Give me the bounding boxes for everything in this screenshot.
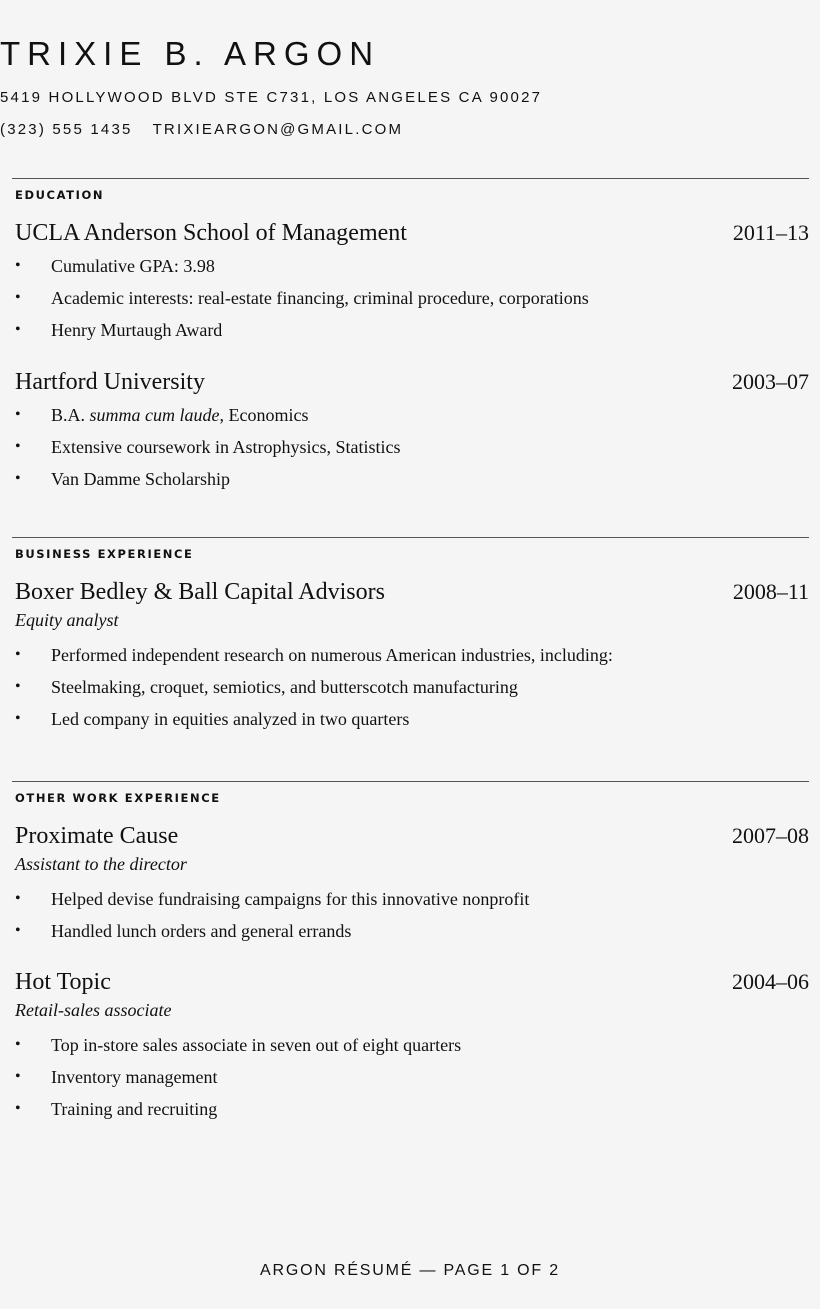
list-item [15,282,809,314]
other-work-experience-section [12,781,809,1125]
list-item [15,671,809,703]
bullet-list [15,1029,809,1125]
other-entry-proximate-cause [15,821,809,947]
bullet-icon: • [15,470,21,487]
bullet-icon: • [15,438,21,455]
phone-number: (323) 555 1435 [0,121,133,138]
list-item-text: Academic interests: real-estate financing, criminal procedure, corporations [51,288,589,308]
bullet-icon: • [15,289,21,306]
section-title: OTHER WORK EXPERIENCE [15,791,221,805]
list-item-text: Helped devise fundraising campaigns for this innovative nonprofit [51,889,530,909]
bullet-list [15,883,809,947]
entry-header [15,967,809,997]
entry-dates: 2004–06 [732,969,809,994]
bullet-icon: • [15,678,21,695]
entry-dates: 2003–07 [732,369,809,394]
bullet-icon: • [15,257,21,274]
bullet-icon: • [15,1068,21,1085]
list-item [15,431,809,463]
list-item-text: Steelmaking, croquet, semiotics, and butterscotch manufacturing [51,677,518,697]
bullet-list [15,250,809,346]
address-line: 5419 HOLLYWOOD BLVD STE C731, LOS ANGELES CA 90027 [0,89,543,106]
bullet-icon: • [15,710,21,727]
entry-name: Hartford University [15,369,205,395]
education-entry-hartford [15,367,809,495]
bullet-icon: • [15,321,21,338]
entry-name: Hot Topic [15,969,111,995]
bullet-icon: • [15,1100,21,1117]
entry-name: Boxer Bedley & Ball Capital Advisors [15,579,385,605]
page-footer: ARGON RÉSUMÉ — PAGE 1 OF 2 [260,1262,560,1279]
list-item-text-suffix: , Economics [219,405,309,425]
list-item [15,883,809,915]
entry-role: Retail-sales associate [15,1000,172,1020]
bullet-icon: • [15,890,21,907]
entry-name: Proximate Cause [15,823,179,849]
list-item [15,1061,809,1093]
other-entry-hot-topic [15,967,809,1125]
list-item [15,639,809,671]
contact-line [0,120,820,140]
entry-dates: 2007–08 [732,823,809,848]
list-item-text: Extensive coursework in Astrophysics, Statistics [51,437,401,457]
bullet-icon: • [15,922,21,939]
list-item-text: Led company in equities analyzed in two quarters [51,709,410,729]
resume-name: TRIXIE B. ARGON [0,35,381,72]
entry-dates: 2008–11 [732,579,809,604]
bullet-list [15,399,809,495]
list-item [15,314,809,346]
entry-name: UCLA Anderson School of Management [15,220,407,246]
list-item-text: Top in-store sales associate in seven out of eight quarters [51,1035,462,1055]
list-item-text: Van Damme Scholarship [51,469,230,489]
entry-header [15,218,809,248]
bullet-icon: • [15,646,21,663]
list-item [15,399,809,431]
entry-header [15,577,809,607]
section-title: EDUCATION [15,188,105,202]
list-item [15,703,809,735]
list-item-text-italic: summa cum laude [89,405,220,425]
list-item [15,463,809,495]
business-experience-section [12,537,809,735]
list-item [15,1093,809,1125]
entry-header [15,367,809,397]
business-entry-boxer [15,577,809,735]
list-item-text-prefix: B.A. [51,405,90,425]
bullet-icon: • [15,1036,21,1053]
list-item-text: Handled lunch orders and general errands [51,921,352,941]
entry-header [15,821,809,851]
list-item-text: Performed independent research on numerous American industries, including: [51,645,613,665]
education-entry-ucla [15,218,809,346]
list-item-text: Cumulative GPA: 3.98 [51,256,215,276]
list-item-text: Training and recruiting [51,1099,218,1119]
list-item-text: Henry Murtaugh Award [51,320,223,340]
list-item [15,250,809,282]
list-item-text: Inventory management [51,1067,218,1087]
email-address: TRIXIEARGON@GMAIL.COM [152,121,404,138]
list-item [15,915,809,947]
bullet-icon: • [15,406,21,423]
entry-role: Equity analyst [15,610,119,630]
bullet-list [15,639,809,735]
section-title: BUSINESS EXPERIENCE [15,547,194,561]
education-section [12,178,809,495]
entry-role: Assistant to the director [15,854,187,874]
entry-dates: 2011–13 [732,220,809,245]
list-item [15,1029,809,1061]
